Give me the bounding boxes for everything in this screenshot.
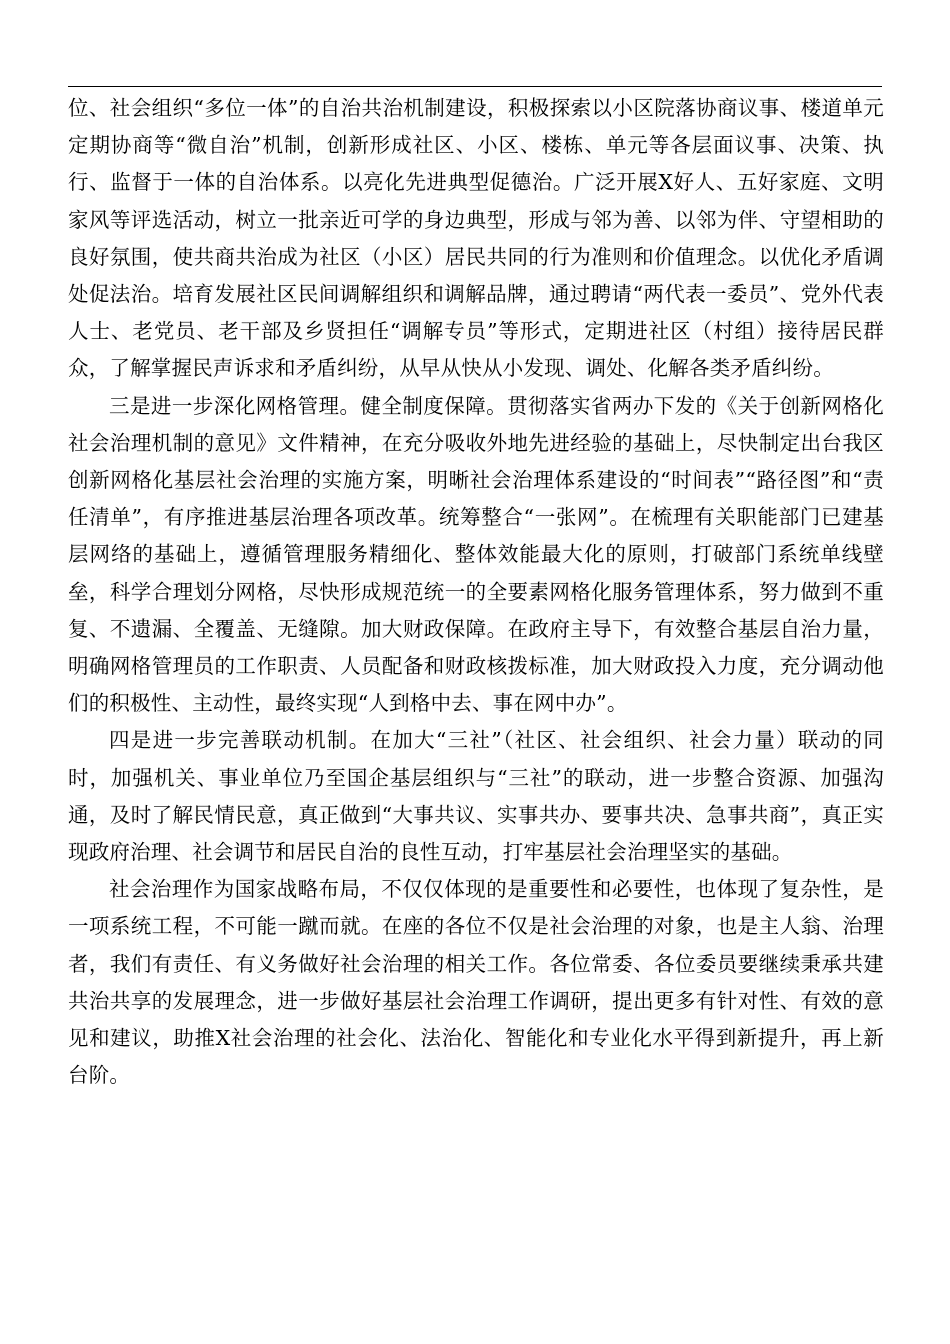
paragraph-conclusion: 社会治理作为国家战略布局，不仅仅体现的是重要性和必要性，也体现了复杂性，是一项系统工程，不可能一蹴而就。在座的各位不仅是社会治理的对象，也是主人翁、治理者，我们有责任、有义务做好社会治理的相关工作。各位常委、各位委员要继续秉承共建共治共享的发展理念，进一步做好基层社会治理工作调研，提出更多有针对性、有效的意见和建议，助推X社会治理的社会化、法治化、智能化和专业化水平得到新提升，再上新台阶。 (68, 877, 884, 1088)
body-text (68, 90, 884, 1094)
header-rule (68, 86, 882, 87)
paragraph-continuation: 位、社会组织“多位一体”的自治共治机制建设，积极探索以小区院落协商议事、楼道单元定期协商等“微自治”机制，创新形成社区、小区、楼栋、单元等各层面议事、决策、执行、监督于一体的自治体系。以亮化先进典型促德治。广泛开展X好人、五好家庭、文明家风等评选活动，树立一批亲近可学的身边典型，形成与邻为善、以邻为伴、守望相助的良好氛围，使共商共治成为社区（小区）居民共同的行为准则和价值理念。以优化矛盾调处促法治。培育发展社区民间调解组织和调解品牌，通过聘请“两代表一委员”、党外代表人士、老党员、老干部及乡贤担任“调解专员”等形式，定期进社区（村组）接待居民群众，了解掌握民声诉求和矛盾纠纷，从早从快从小发现、调处、化解各类矛盾纠纷。 (68, 96, 884, 381)
paragraph-linkage-mechanism: 四是进一步完善联动机制。在加大“三社”（社区、社会组织、社会力量）联动的同时，加强机关、事业单位乃至国企基层组织与“三社”的联动，进一步整合资源、加强沟通，及时了解民情民意，真正做到“大事共议、实事共办、要事共决、急事共商”，真正实现政府治理、社会调节和居民自治的良性互动，打牢基层社会治理坚实的基础。 (68, 728, 884, 865)
paragraph-grid-management: 三是进一步深化网格管理。健全制度保障。贯彻落实省两办下发的《关于创新网格化社会治理机制的意见》文件精神，在充分吸收外地先进经验的基础上，尽快制定出台我区创新网格化基层社会治理的实施方案，明晰社会治理体系建设的“时间表”“路径图”和“责任清单”，有序推进基层治理各项改革。统筹整合“一张网”。在梳理有关职能部门已建基层网络的基础上，遵循管理服务精细化、整体效能最大化的原则，打破部门系统单线壁垒，科学合理划分网格，尽快形成规范统一的全要素网格化服务管理体系，努力做到不重复、不遗漏、全覆盖、无缝隙。加大财政保障。在政府主导下，有效整合基层自治力量，明确网格管理员的工作职责、人员配备和财政核拨标准，加大财政投入力度，充分调动他们的积极性、主动性，最终实现“人到格中去、事在网中办”。 (68, 393, 884, 716)
